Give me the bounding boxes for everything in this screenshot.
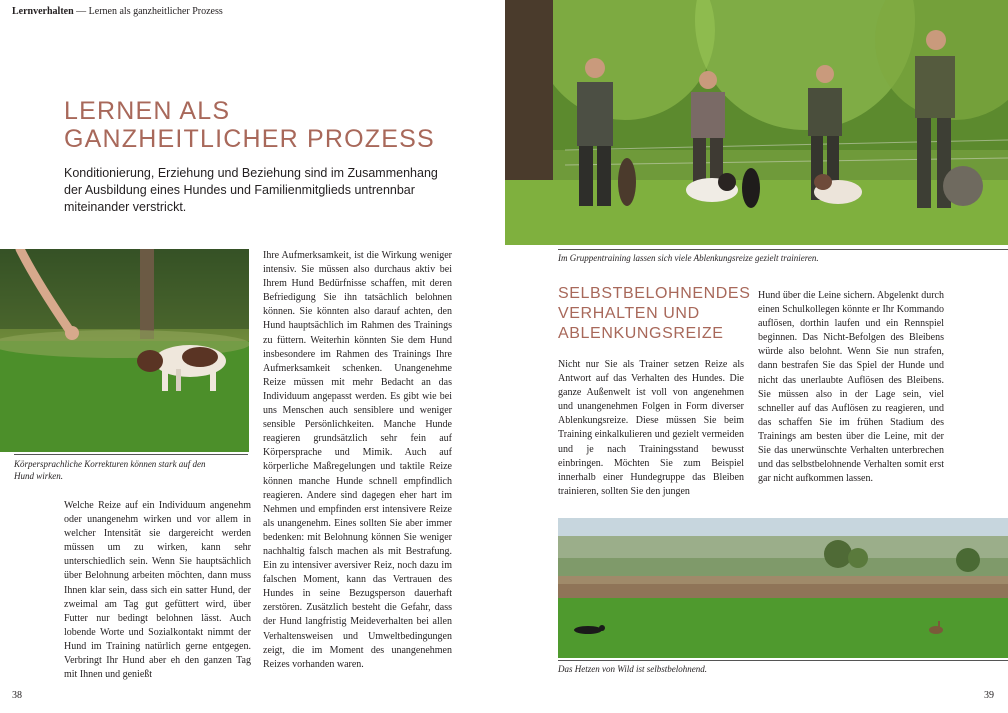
page-title: LERNEN ALS GANZHEITLICHER PROZESS [64, 97, 435, 153]
field-photo [558, 518, 1008, 658]
section-subtitle: SELBSTBELOHNENDES VERHALTEN UND ABLENKUNGSREIZE [558, 285, 751, 342]
dog-training-photo [0, 249, 249, 452]
right-column-1-text: Nicht nur Sie als Trainer setzen Reize als Antwort auf das Verhalten des Hundes. Die ganze Außenwelt ist voll von angenehmen und unangenehmen Folgen in Form diverser Ablenkungsreize. Diese müssen Sie beim Training einkalkulieren und gezielt vermeiden und je nach Trainingsstand bewusst einbringen. Möchten Sie zum Beispiel innerhalb einer Hundegruppe das Bleiben trainieren, sollten Sie den jungen [558, 359, 744, 497]
left-column-1-text: Welche Reize auf ein Individuum angenehm oder unangenehm wirken und vor allem in welcher Intensität sie dargereicht werden müssen um zu wirken, kann sehr unterschiedlich sein. Wenn Sie hauptsächlich über Belohnung arbeiten möchten, dann muss Ihnen klar sein, dass sich ein satter Hund, der zweimal am Tag gut gefüttert wird, über Futter nur bedingt belohnen lässt. Auch lobende Worte und Sozialkontakt nimmt der Hund im Training natürlich gerne entgegen. Verbringt Ihr Hund aber eh den ganzen Tag mit Ihnen und genießt [64, 500, 251, 681]
group-photo-illustration [505, 0, 1008, 245]
group-photo-caption: Im Gruppentraining lassen sich viele Ablenkungsreize gezielt trainieren. [558, 253, 819, 263]
left-column-1 [64, 499, 251, 682]
left-column-2-text: Ihre Aufmerksamkeit, ist die Wirkung weniger intensiv. Sie müssen also durchaus aktiv bei Ihrem Hund Bedürfnisse schaffen, mit deren Befriedigung Sie ihn tatsächlich belohnen können. Sie könnten also darauf achten, den Hund hauptsächlich im Rahmen des Trainings zu füttern. Weiterhin könnten Sie dem Hund insbesondere im Rahmen des Trainings Ihre Aufmerksamkeit schenken. Unangenehme Reize müssen mit mehr Bedacht an das Individuum angepasst werden. Es gibt wie bei uns Menschen auch sensiblere und weniger sensible Persönlichkeiten. Manche Hunde reagieren grundsätzlich sehr fein auf Körpersprache und Mimik. Auch auf körperliche Maßregelungen und taktile Reize können manche Hunde schnell empfindlich reagieren. Andere sind dagegen eher hart im Nehmen und empfinden erst intensivere Reize als unangenehm. Eines sollten Sie aber immer bedenken: mit Belohnung können Sie weniger nachhaltig falsch machen als mit Bestrafung. Ein zu intensiver aversiver Reiz, noch dazu im falschen Moment, kann das Vertrauen des Hundes in seine Bezugsperson dauerhaft zerstören. Zusätzlich besteht die Gefahr, dass der Hund langfristig Meideverhalten bei allen Verhaltensweisen und Umweltbedingungen zeigt, die im Moment des unangenehmen Reizes vorhanden waren. [263, 250, 452, 670]
right-column-2-text: Hund über die Leine sichern. Abgelenkt durch einen Schulkollegen könnte er Ihr Kommando auflösen, dorthin laufen und ein Rennspiel beginnen. Das Nicht-Befolgen des Bleibens würde also belohnt. Wenn Sie nun strafen, dann bestrafen Sie das Spiel der Hunde und nicht das unerlaubte Auflösen des Bleibens. Sie müssen also in der Lage sein, viel schneller auf das Auflösen zu reagieren, und das schaffen Sie im frühen Stadium des Trainings am besten über die Leine, mit der Sie das unerwünschte Verhalten unterbrechen und das selbstbelohnende Verhalten somit erst gar nicht aufkommen lassen. [758, 290, 944, 485]
field-photo-illustration [558, 518, 1008, 658]
right-column-1 [558, 358, 744, 499]
field-photo-caption: Das Hetzen von Wild ist selbstbelohnend. [558, 664, 707, 674]
caption-rule-bottom-right [558, 660, 1008, 661]
running-head-chapter: Lernen als ganzheitlicher Prozess [88, 6, 223, 17]
dog-photo-illustration [0, 249, 249, 452]
dog-photo-caption: Körpersprachliche Korrekturen können stark auf den Hund wirken. [14, 459, 206, 481]
page-number-left: 38 [12, 690, 22, 701]
running-head [12, 6, 223, 17]
caption-rule-left [14, 454, 248, 455]
group-training-photo [505, 0, 1008, 245]
page-number-right: 39 [984, 690, 994, 701]
running-head-separator: — [76, 6, 87, 17]
running-head-section: Lernverhalten [12, 6, 74, 17]
caption-rule-top-right [558, 249, 1008, 250]
left-column-2 [263, 249, 452, 672]
right-column-2 [758, 289, 944, 486]
lead-paragraph: Konditionierung, Erziehung und Beziehung sind im Zusammenhang der Ausbildung eines Hundes und Familienmitglieds untrennbar miteinander verstrickt. [64, 166, 438, 214]
